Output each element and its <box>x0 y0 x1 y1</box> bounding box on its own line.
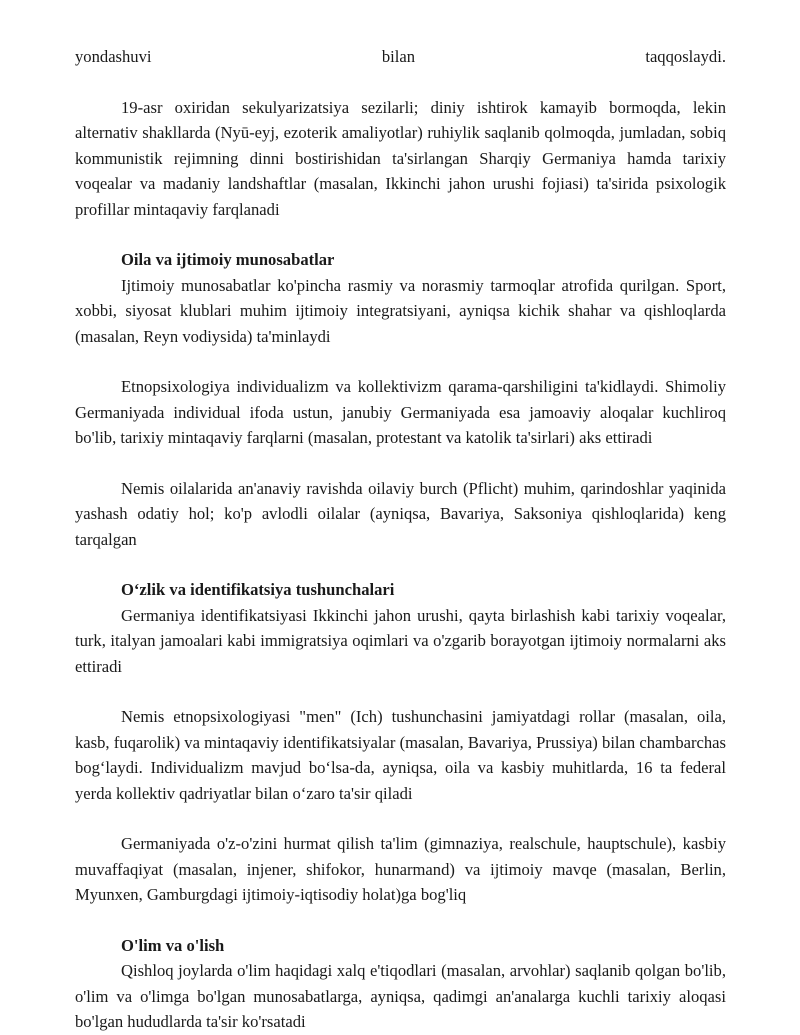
continued-line <box>75 44 726 70</box>
paragraph-social-networks: Ijtimoiy munosabatlar ko'pincha rasmiy va norasmiy tarmoqlar atrofida qurilgan. Sport, xobbi, siyosat klublari muhim ijtimoiy integratsiyani, ayniqsa kichik shahar va qishloqlarda (masalan, Reyn vodiysida) ta'minlaydi <box>75 275 726 346</box>
heading-family-relations: Oila va ijtimoiy munosabatlar <box>121 250 335 269</box>
heading-identity: O‘zlik va identifikatsiya tushunchalari <box>121 580 395 599</box>
paragraph-secularization: 19-asr oxiridan sekulyarizatsiya sezilarli; diniy ishtirok kamayib bormoqda, lekin alternativ shakllarda (Nyū-eyj, ezoterik amaliyotlar) ruhiylik saqlanib qolmoqda, jumladan, sobiq kommunistik rejimning dinni bostirishidan ta'sirlangan Sharqiy Germaniya hamda tarixiy voqealar va madaniy landshaftlar (masalan, Ikkinchi jahon urushi fojiasi) ta'sirida psixologik profillar mintaqaviy farqlanadi <box>75 97 726 219</box>
continued-word-2: bilan <box>381 47 416 66</box>
continued-word-1: yondashuvi <box>75 47 152 66</box>
paragraph-family-duty: Nemis oilalarida an'anaviy ravishda oilaviy burch (Pflicht) muhim, qarindoshlar yaqinida yashash odatiy hol; ko'p avlodli oilalar (ayniqsa, Bavariya, Saksoniya qishloqlarida) keng tarqalgan <box>75 478 726 549</box>
paragraph-folk-beliefs: Qishloq joylarda o'lim haqidagi xalq e'tiqodlari (masalan, arvohlar) saqlanib qolgan bo'lib, o'lim va o'limga bo'lgan munosabatlarga, ayniqsa, qadimgi an'analarga kuchli tarixiy aloqasi bo'lgan hududlarda ta'sir ko'rsatadi <box>75 961 726 1031</box>
heading-death: O'lim va o'lish <box>121 935 225 955</box>
paragraph-individualism: Etnopsixologiya individualizm va kollektivizm qarama-qarshiligini ta'kidlaydi. Shimoliy Germaniyada individual ifoda ustun, janubiy Germaniyada esa jamoaviy aloqalar kuchliroq bo'lib, tarixiy mintaqaviy farqlarni (masalan, protestant va katolik ta'sirlari) aks ettiradi <box>75 377 726 447</box>
continued-word-3: taqqoslaydi. <box>645 47 726 66</box>
paragraph-self-esteem: Germaniyada o'z-o'zini hurmat qilish ta'lim (gimnaziya, realschule, hauptschule), kasbiy muvaffaqiyat (masalan, injener, shifokor, hunarmand) va ijtimoiy mavqe (masalan, Berlin, Myunxen, Gamburgdagi ijtimoiy-iqtisodiy holat)ga bog'liq <box>75 834 726 904</box>
paragraph-german-identity: Germaniya identifikatsiyasi Ikkinchi jahon urushi, qayta birlashish kabi tarixiy voqealar, turk, italyan jamoalari kabi immigratsiya oqimlari va o'zgarib borayotgan ijtimoiy normalarni aks ettiradi <box>75 605 726 676</box>
document-page <box>75 44 726 1035</box>
paragraph-self-concept: Nemis etnopsixologiyasi "men" (Ich) tushunchasini jamiyatdagi rollar (masalan, oila, kasb, fuqarolik) va mintaqaviy identifikatsiyalar (masalan, Bavariya, Prussiya) bilan chambarchas bog‘laydi. Individualizm mavjud bo‘lsa-da, ayniqsa, oila va kasbiy muhitlarda, 16 ta federal yerda kollektiv qadriyatlar bilan o‘zaro ta'sir qiladi <box>75 707 726 803</box>
